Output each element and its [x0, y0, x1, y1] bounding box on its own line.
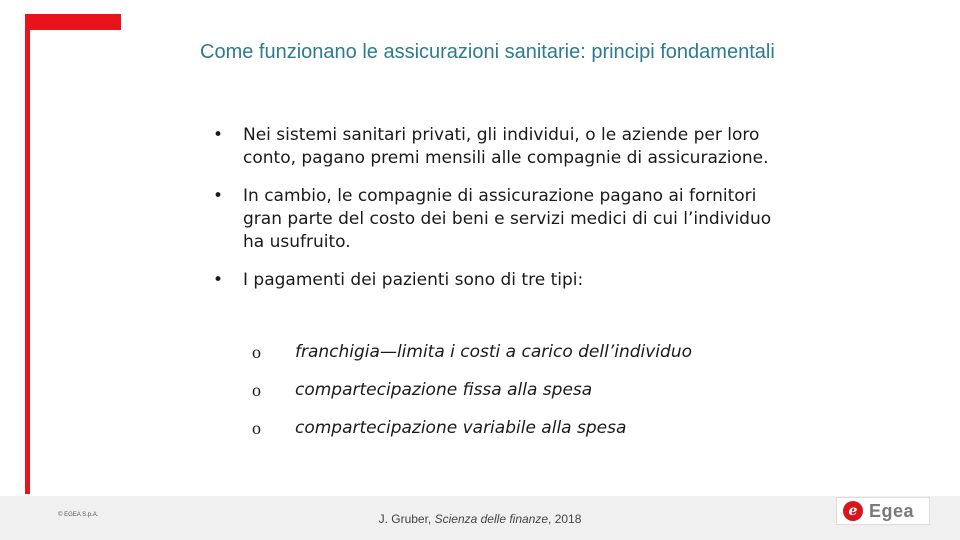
- bullet-item: [213, 124, 783, 170]
- citation-year: , 2018: [548, 512, 582, 526]
- bullet-dot: •: [213, 270, 224, 290]
- red-accent-bar-top: [25, 14, 121, 30]
- citation-author: J. Gruber,: [378, 512, 435, 526]
- egea-logo: [836, 497, 930, 525]
- bullet-dot: •: [213, 186, 224, 206]
- sub-bullet-text: compartecipazione variabile alla spesa: [295, 418, 627, 438]
- bullet-text: Nei sistemi sanitari privati, gli individui, o le aziende per loro conto, pagano premi mensili alle compagnie di assicurazione.: [243, 125, 769, 168]
- citation-title: Scienza delle finanze: [434, 512, 549, 526]
- copyright-notice: © EGEA S.p.A.: [58, 512, 99, 518]
- bullet-item: [213, 185, 783, 254]
- red-accent-bar-side: [25, 14, 30, 494]
- egea-logo-icon: e: [843, 501, 863, 521]
- sub-bullet-text: franchigia—limita i costi a carico dell’individuo: [295, 342, 692, 362]
- bullet-text: I pagamenti dei pazienti sono di tre tipi:: [243, 270, 584, 290]
- sub-bullet-marker: o: [252, 380, 261, 400]
- sub-bullet-marker: o: [252, 342, 261, 362]
- citation: [0, 512, 960, 526]
- sub-bullet-marker: o: [252, 418, 261, 438]
- bullet-text: In cambio, le compagnie di assicurazione pagano ai fornitori gran parte del costo dei beni e servizi medici di cui l’individuo ha usufruito.: [243, 186, 772, 252]
- bullet-list: [213, 124, 783, 307]
- bullet-item: [213, 269, 783, 292]
- bullet-dot: •: [213, 125, 224, 145]
- sub-bullet-text: compartecipazione fissa alla spesa: [295, 380, 593, 400]
- egea-logo-text: Egea: [869, 500, 915, 521]
- slide-title: Come funzionano le assicurazioni sanitarie: principi fondamentali: [200, 41, 775, 63]
